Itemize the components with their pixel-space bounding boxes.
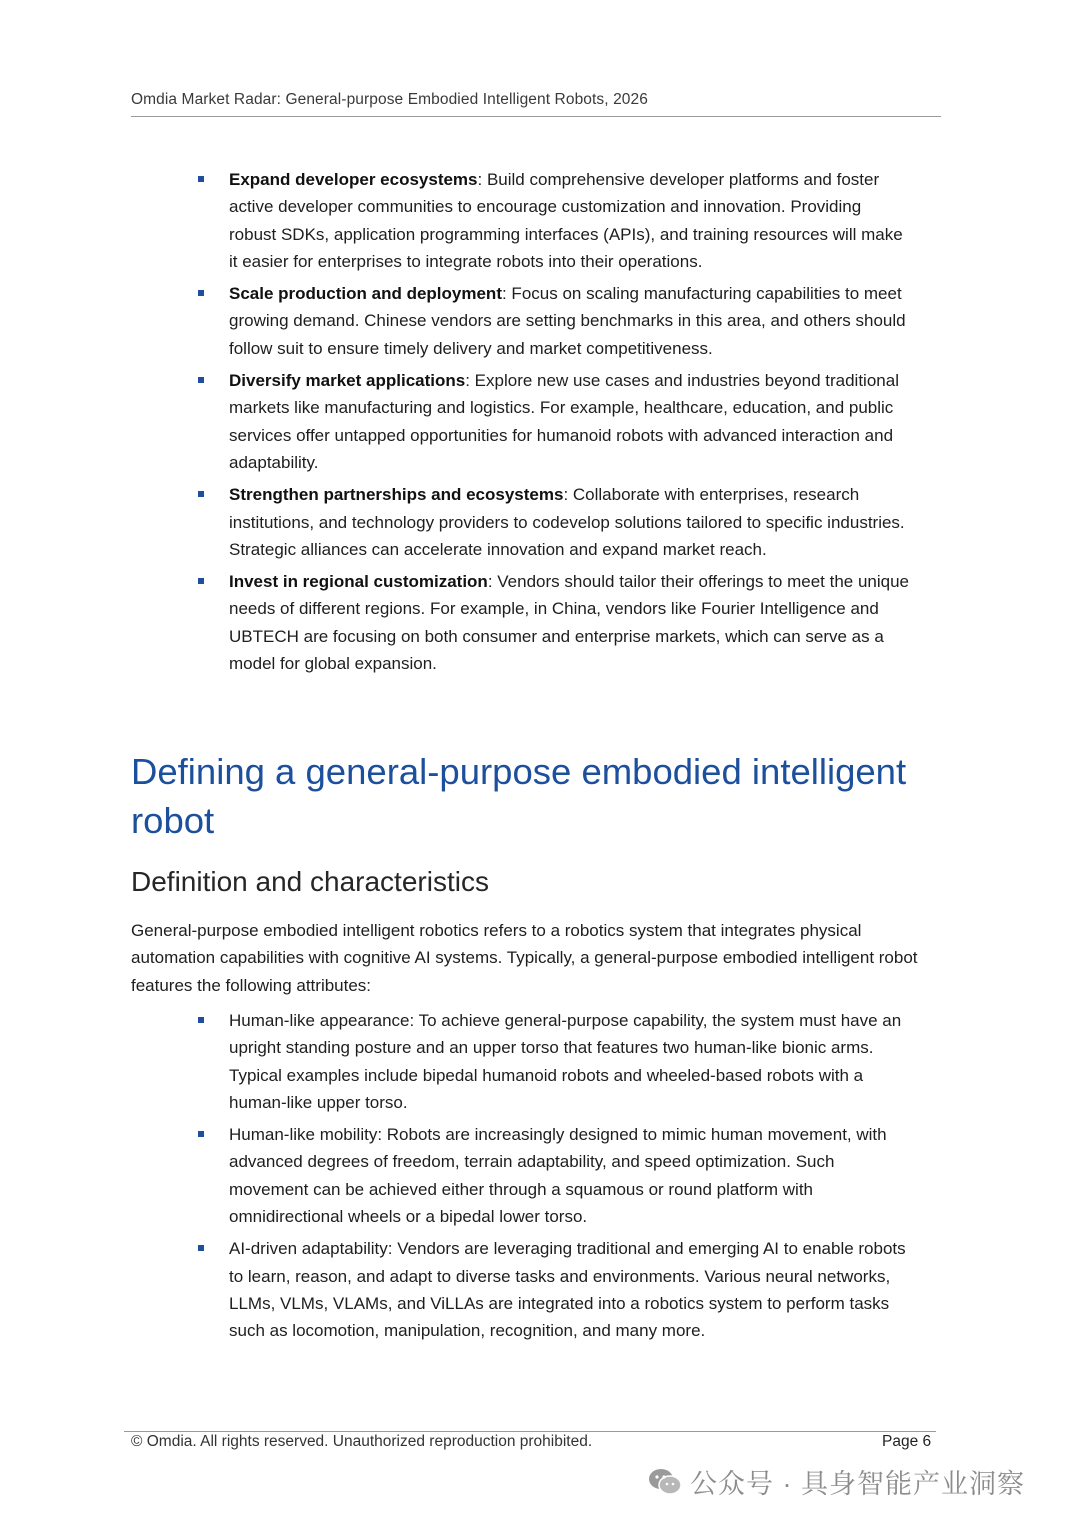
bullet-square-icon	[198, 578, 204, 584]
list-item	[229, 280, 913, 362]
section-heading: Defining a general-purpose embodied intelligent robot	[131, 751, 907, 841]
section-subheading: Definition and characteristics	[131, 866, 489, 897]
list-item-text: Human-like appearance: To achieve general-purpose capability, the system must have an upright standing posture and an upper torso that features two human-like bionic arms. Typical examples include bipedal humanoid robots and wheeled-based robots with a human-like upper torso.	[229, 1011, 902, 1112]
page-header: Omdia Market Radar: General-purpose Embodied Intelligent Robots, 2026	[131, 91, 941, 117]
watermark-text: 公众号 · 具身智能产业洞察	[690, 1469, 1025, 1499]
list-item-title: Strengthen partnerships and ecosystems	[229, 485, 564, 505]
attributes-list	[0, 1007, 1080, 1350]
list-item-title: Invest in regional customization	[229, 572, 488, 592]
footer-copyright: © Omdia. All rights reserved. Unauthorized reproduction prohibited.	[131, 1433, 593, 1450]
list-item	[229, 481, 913, 563]
list-item-text: : Build comprehensive developer platforms and foster active developer communities to encourage customization and innovation. Providing robust SDKs, application programming interfaces (APIs), and training resources will make it easier for enterprises to integrate robots into their operations.	[229, 170, 903, 271]
bullet-square-icon	[198, 1017, 204, 1023]
list-item-text: : Vendors should tailor their offerings to meet the unique needs of different regions. For example, in China, vendors like Fourier Intelligence and UBTECH are focusing on both consumer and enterprise markets, which can serve as a model for global expansion.	[229, 572, 910, 674]
list-item-title: Scale production and deployment	[229, 284, 502, 304]
list-item-text: : Focus on scaling manufacturing capabilities to meet growing demand. Chinese vendors are setting benchmarks in this area, and others should follow suit to ensure timely delivery and market competitiveness.	[229, 284, 906, 358]
list-item-title: Expand developer ecosystems	[229, 170, 478, 189]
list-item	[229, 1121, 913, 1230]
bullet-square-icon	[198, 377, 204, 383]
list-item	[229, 1235, 913, 1344]
page-number: Page 6	[882, 1433, 932, 1450]
intro-paragraph: General-purpose embodied intelligent robotics refers to a robotics system that integrates physical automation capabilities with cognitive AI systems. Typically, a general-purpose embodied intelligent robot features the following attributes:	[131, 921, 918, 995]
list-item-text: Human-like mobility: Robots are increasingly designed to mimic human movement, with advanced degrees of freedom, terrain adaptability, and speed optimization. Such movement can be achieved either through a squamous or round platform with omnidirectional wheels or a bipedal lower torso.	[229, 1125, 887, 1227]
list-item-text: : Collaborate with enterprises, research institutions, and technology providers to codevelop solutions tailored to specific industries. Strategic alliances can accelerate innovation and expand market reach.	[229, 485, 905, 559]
list-item	[229, 166, 913, 275]
list-item	[229, 1007, 913, 1116]
list-item-title: Diversify market applications	[229, 371, 466, 391]
list-item-text: AI-driven adaptability: Vendors are leveraging traditional and emerging AI to enable robots to learn, reason, and adapt to diverse tasks and environments. Various neural networks, LLMs, VLMs, VLAMs, and ViLLAs are integrated into a robotics system to perform tasks such as locomotion, manipulation, recognition, and many more.	[229, 1239, 906, 1341]
list-item	[229, 568, 913, 677]
bullet-square-icon	[198, 290, 204, 296]
footer-divider	[124, 1431, 936, 1432]
wechat-icon	[648, 1467, 682, 1497]
bullet-square-icon	[198, 1245, 204, 1251]
list-item-text: : Explore new use cases and industries beyond traditional markets like manufacturing and logistics. For example, healthcare, education, and public services offer untapped opportunities for humanoid robots with advanced interaction and adaptability.	[229, 371, 899, 472]
bullet-square-icon	[198, 1131, 204, 1137]
recommendations-list	[0, 166, 1080, 682]
list-item	[229, 367, 913, 476]
bullet-square-icon	[198, 176, 204, 182]
watermark	[648, 1462, 1025, 1501]
bullet-square-icon	[198, 491, 204, 497]
